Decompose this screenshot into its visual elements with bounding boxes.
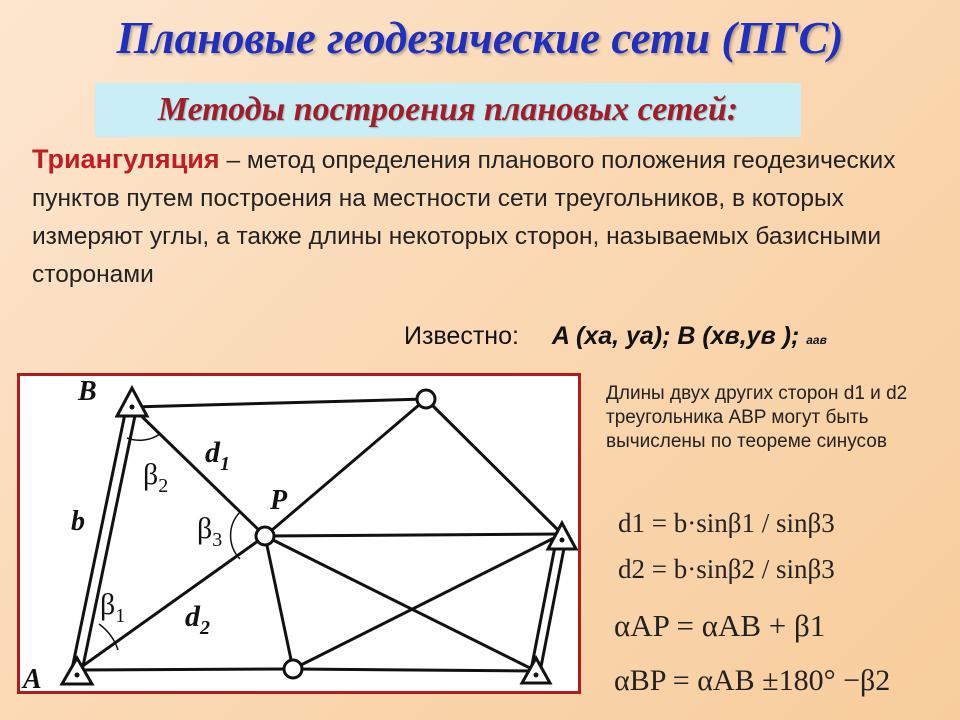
edge-n4-n2 — [293, 534, 562, 669]
label-b: B — [78, 376, 97, 407]
label-beta1-sub: 1 — [115, 605, 126, 627]
label-d1 — [205, 436, 230, 475]
label-beta1 — [100, 588, 125, 627]
label-d2-main: d — [185, 600, 200, 633]
formula-alpha-bp: αBP = αAB ±180° −β2 — [614, 664, 891, 697]
formula-alpha-ap: αAP = αAB + β1 — [614, 608, 826, 643]
label-beta2-main: β — [143, 458, 159, 491]
page-title: Плановые геодезические сети (ПГС) — [116, 13, 844, 63]
definition-paragraph — [32, 140, 912, 294]
formula-d2: d2 = b·sinβ2 / sinβ3 — [618, 554, 835, 584]
label-d1-sub: 1 — [220, 453, 230, 475]
label-d2-sub: 2 — [200, 617, 210, 639]
arc-beta3 — [231, 512, 240, 559]
network-svg — [20, 376, 578, 691]
known-expression: A (xа, yа); B (xв,yв ); — [551, 322, 807, 350]
point-b-triangle — [117, 388, 147, 416]
note-text: Длины двух других сторон d1 и d2 треугольника ABP могут быть вычислены по теореме синусов — [606, 383, 908, 452]
label-beta2-sub: 2 — [158, 475, 169, 497]
known-line — [404, 322, 827, 351]
label-p: P — [270, 485, 288, 516]
label-d2 — [185, 600, 210, 639]
label-beta3-main: β — [197, 512, 213, 545]
edge-base-ab-2 — [82, 406, 137, 671]
label-beta3-sub: 3 — [212, 529, 223, 551]
point-n1-circle — [417, 390, 435, 408]
formula-group — [614, 508, 890, 697]
edge-n1-n2 — [426, 399, 562, 534]
label-beta1-main: β — [100, 588, 116, 621]
edge-n1-p — [265, 399, 426, 536]
edge-b-n1 — [132, 399, 426, 407]
edge-p-n3 — [265, 536, 536, 671]
point-n4-circle — [284, 660, 302, 678]
label-a: A — [23, 664, 42, 691]
point-n2-center — [560, 538, 565, 543]
edge-p-n2 — [265, 534, 562, 536]
known-label: Известно: — [404, 322, 519, 350]
edge-a-n4 — [77, 669, 293, 670]
label-d1-main: d — [205, 436, 220, 469]
label-beta2 — [143, 458, 168, 497]
edge-p-n4 — [265, 536, 293, 669]
edge-n4-n3 — [293, 669, 536, 671]
formula-d1: d1 = b·sinβ1 / sinβ3 — [618, 508, 835, 538]
known-base: aaв — [806, 333, 827, 347]
formula-block — [600, 500, 960, 715]
definition-term: Триангуляция — [32, 144, 220, 174]
definition-text: – метод определения планового положения геодезических пунктов путем построения на местности сети треугольников, в которых измеряют углы, а также длины некоторых сторон, называемых базисными сторонами — [32, 147, 896, 288]
point-p-circle — [256, 527, 274, 545]
subtitle-box — [95, 83, 801, 137]
label-beta3 — [197, 512, 222, 551]
angle-labels — [100, 458, 222, 627]
label-base-b: b — [71, 506, 85, 537]
formulas-svg — [600, 500, 960, 715]
point-a-center — [75, 673, 80, 678]
point-n2-triangle — [548, 523, 576, 549]
subtitle: Методы построения плановых сетей: — [157, 91, 739, 128]
point-b-center — [130, 405, 135, 410]
triangulation-diagram — [17, 373, 581, 694]
point-n3-center — [534, 673, 539, 678]
diagram-labels — [21, 376, 288, 691]
